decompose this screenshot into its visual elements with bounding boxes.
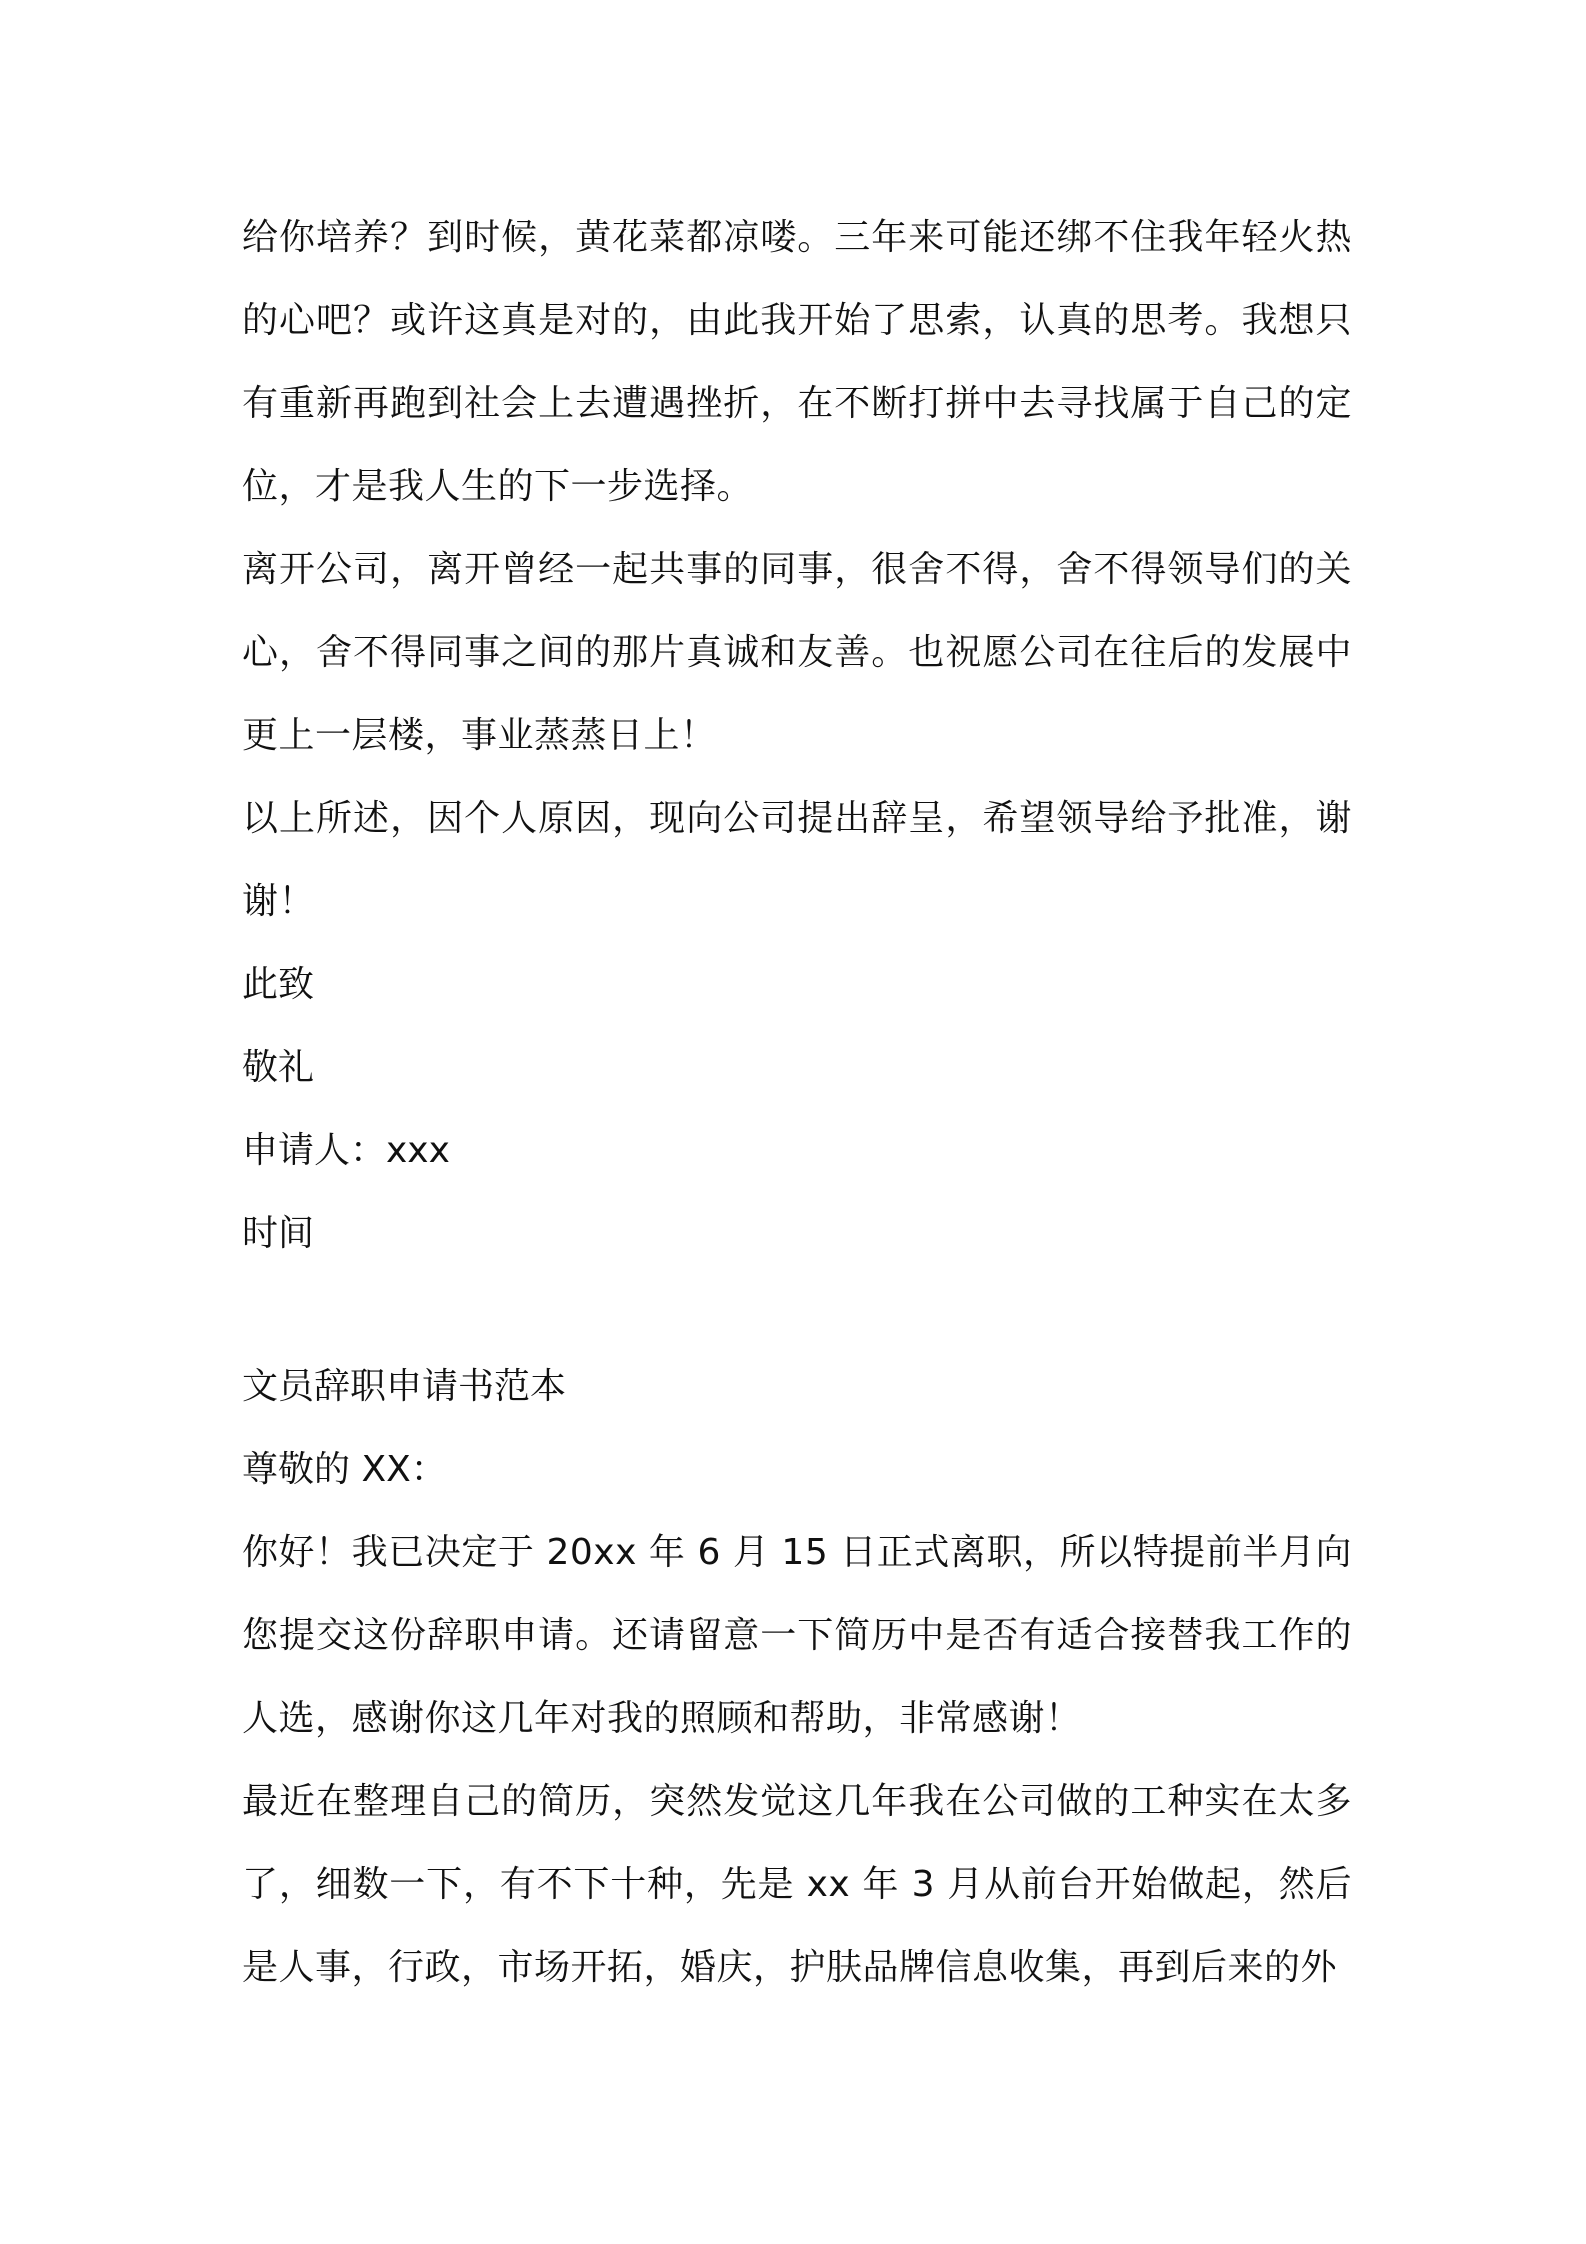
section-gap — [242, 1275, 1352, 1345]
salutation-line: 敬礼 — [242, 1047, 315, 1088]
paragraph-farewell: 离开公司，离开曾经一起共事的同事，很舍不得，舍不得领导们的关心，舍不得同事之间的那片真诚和友善。也祝愿公司在往后的发展中更上一层楼，事业蒸蒸日上！ — [242, 549, 1352, 756]
date-line: 时间 — [242, 1213, 315, 1254]
applicant-line: 申请人：xxx — [242, 1130, 450, 1171]
section-title: 文员辞职申请书范本 — [242, 1366, 567, 1407]
closing-line: 此致 — [242, 964, 315, 1005]
paragraph-work-history: 最近在整理自己的简历，突然发觉这几年我在公司做的工种实在太多了，细数一下，有不下十种，先是 xx 年 3 月从前台开始做起，然后是人事，行政，市场开拓，婚庆，护肤品牌信息收集，再到后来的外 — [242, 1781, 1352, 1988]
greeting-line: 尊敬的 XX： — [242, 1449, 447, 1490]
paragraph-notice: 你好！我已决定于 20xx 年 6 月 15 日正式离职，所以特提前半月向您提交这份辞职申请。还请留意一下简历中是否有适合接替我工作的人选，感谢你这几年对我的照顾和帮助，非常感谢！ — [242, 1532, 1352, 1739]
paragraph-career-reflection: 给你培养？到时候，黄花菜都凉喽。三年来可能还绑不住我年轻火热的心吧？或许这真是对的，由此我开始了思索，认真的思考。我想只有重新再跑到社会上去遭遇挫折，在不断打拼中去寻找属于自己的定位，才是我人生的下一步选择。 — [242, 217, 1352, 507]
document-body — [242, 196, 1352, 2009]
paragraph-resignation-request: 以上所述，因个人原因，现向公司提出辞呈，希望领导给予批准，谢谢！ — [242, 798, 1352, 922]
